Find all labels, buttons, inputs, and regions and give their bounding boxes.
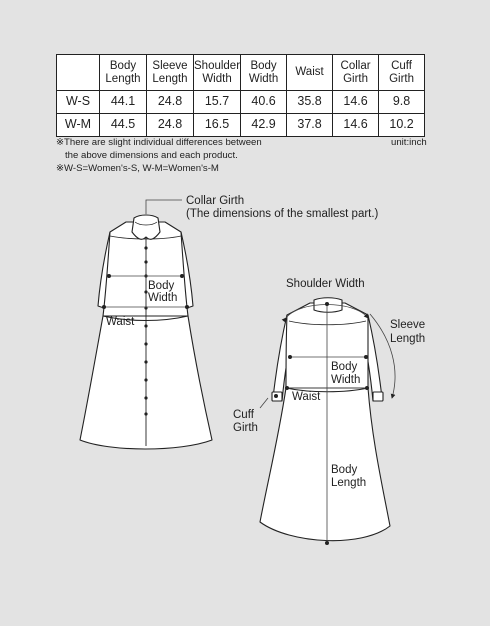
note-variance-line1: ※There are slight individual differences between: [56, 137, 262, 148]
header-body-width: Body Width: [241, 55, 287, 91]
size-cell: W-S: [57, 91, 100, 114]
header-collar-girth: Collar Girth: [333, 55, 379, 91]
value-cell: 15.7: [194, 91, 241, 114]
value-cell: 44.5: [100, 114, 147, 137]
size-cell: W-M: [57, 114, 100, 137]
label-body-width-back-2: Width: [331, 374, 361, 386]
value-cell: 24.8: [147, 91, 194, 114]
label-body-width-front-1: Body: [148, 280, 175, 292]
label-body-width-front-2: Width: [148, 292, 178, 304]
header-body-length: Body Length: [100, 55, 147, 91]
header-cuff-girth: Cuff Girth: [379, 55, 425, 91]
label-cuff-girth-2: Girth: [233, 422, 258, 434]
note-size-codes: ※W-S=Women's-S, W-M=Women's-M: [56, 163, 219, 174]
value-cell: 14.6: [333, 91, 379, 114]
value-cell: 10.2: [379, 114, 425, 137]
value-cell: 44.1: [100, 91, 147, 114]
value-cell: 35.8: [287, 91, 333, 114]
value-cell: 42.9: [241, 114, 287, 137]
label-waist-back: Waist: [292, 391, 321, 403]
value-cell: 9.8: [379, 91, 425, 114]
label-collar-girth: Collar Girth: [186, 195, 245, 207]
label-collar-girth-note: (The dimensions of the smallest part.): [186, 208, 379, 220]
label-cuff-girth-1: Cuff: [233, 409, 254, 421]
value-cell: 14.6: [333, 114, 379, 137]
label-sleeve-length-2: Length: [390, 333, 426, 345]
value-cell: 37.8: [287, 114, 333, 137]
unit-label: unit:inch: [391, 137, 427, 148]
label-body-length-2: Length: [331, 477, 367, 489]
label-sleeve-length-1: Sleeve: [390, 319, 426, 331]
note-variance-line2: the above dimensions and each product.: [65, 150, 238, 161]
value-cell: 16.5: [194, 114, 241, 137]
label-shoulder-width: Shoulder Width: [286, 278, 365, 290]
label-waist-front: Waist: [106, 316, 135, 328]
value-cell: 40.6: [241, 91, 287, 114]
label-body-width-back-1: Body: [331, 361, 358, 373]
back-dress-drawing: [260, 298, 390, 541]
header-waist: Waist: [287, 55, 333, 91]
label-body-length-1: Body: [331, 464, 358, 476]
value-cell: 24.8: [147, 114, 194, 137]
header-sleeve-length: Sleeve Length: [147, 55, 194, 91]
header-shoulder-width: Shoulder Width: [194, 55, 241, 91]
